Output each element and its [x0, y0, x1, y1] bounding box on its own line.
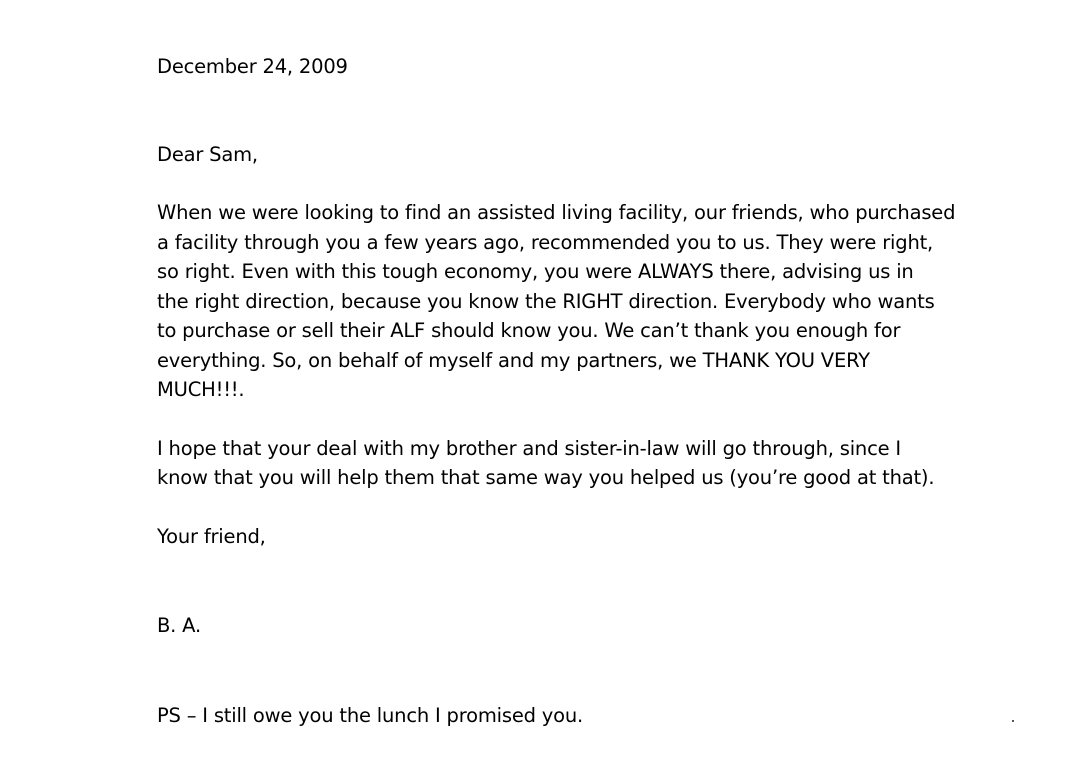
postscript: PS – I still owe you the lunch I promised you.: [157, 703, 584, 727]
signature: B. A.: [157, 614, 201, 637]
paragraph-line: I hope that your deal with my brother and sister-in-law will go through, since I: [157, 436, 901, 460]
paragraph-line: MUCH!!!.: [157, 378, 245, 401]
paragraph-second: [157, 434, 1007, 493]
closing: Your friend,: [157, 524, 266, 548]
paragraph-line: everything. So, on behalf of myself and my partners, we THANK YOU VERY: [157, 348, 870, 372]
paragraph-line: so right. Even with this tough economy, you were ALWAYS there, advising us in: [157, 260, 914, 283]
salutation: Dear Sam,: [157, 142, 258, 166]
letter-body: [157, 52, 1007, 730]
paragraph-line: know that you will help them that same way you helped us (you’re good at that).: [157, 466, 935, 489]
paragraph-line: When we were looking to find an assisted living facility, our friends, who purchased: [157, 201, 956, 224]
paragraph-line: the right direction, because you know the RIGHT direction. Everybody who wants: [157, 289, 935, 313]
letter-date: December 24, 2009: [157, 55, 348, 78]
paragraph-main: [157, 198, 1007, 405]
scan-speck: [1012, 720, 1014, 722]
paragraph-line: a facility through you a few years ago, recommended you to us. They were right,: [157, 230, 934, 254]
paragraph-line: to purchase or sell their ALF should know you. We can’t thank you enough for: [157, 319, 901, 342]
